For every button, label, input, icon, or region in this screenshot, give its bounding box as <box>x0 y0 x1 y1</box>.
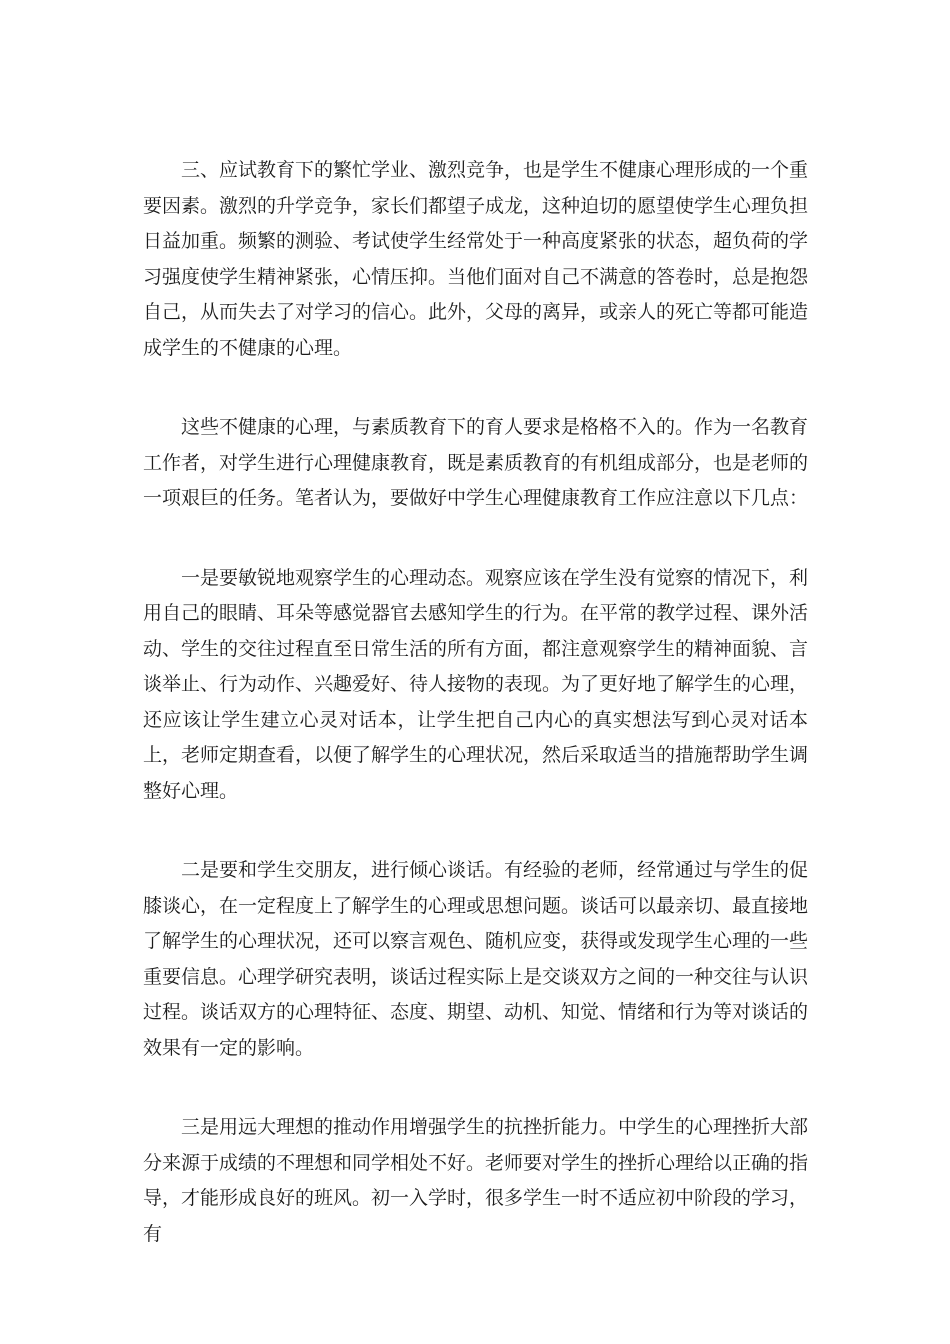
paragraph-frustration-resilience: 三是用远大理想的推动作用增强学生的抗挫折能力。中学生的心理挫折大部分来源于成绩的不理想和同学相处不好。老师要对学生的挫折心理给以正确的指导，才能形成良好的班风。初一入学时，很多学生一时不适应初中阶段的学习，有 <box>143 1116 809 1245</box>
paragraph-observe-students: 一是要敏锐地观察学生的心理动态。观察应该在学生没有觉察的情况下，利用自己的眼睛、耳朵等感觉器官去感知学生的行为。在平常的教学过程、课外活动、学生的交往过程直至日常生活的所有方面，都注意观察学生的精神面貌、言谈举止、行为动作、兴趣爱好、待人接物的表现。为了更好地了解学生的心理，还应该让学生建立心灵对话本，让学生把自己内心的真实想法写到心灵对话本上，老师定期查看，以便了解学生的心理状况，然后采取适当的措施帮助学生调整好心理。 <box>143 566 809 802</box>
document-body <box>143 153 808 1252</box>
paragraph-quality-education: 这些不健康的心理，与素质教育下的育人要求是格格不入的。作为一名教育工作者，对学生进行心理健康教育，既是素质教育的有机组成部分，也是老师的一项艰巨的任务。笔者认为，要做好中学生心理健康教育工作应注意以下几点： <box>143 416 809 509</box>
paragraph-exam-pressure: 三、应试教育下的繁忙学业、激烈竞争，也是学生不健康心理形成的一个重要因素。激烈的升学竞争，家长们都望子成龙，这种迫切的愿望使学生心理负担日益加重。频繁的测验、考试使学生经常处于一种高度紧张的状态，超负荷的学习强度使学生精神紧张，心情压抑。当他们面对自己不满意的答卷时，总是抱怨自己，从而失去了对学习的信心。此外，父母的离异，或亲人的死亡等都可能造成学生的不健康的心理。 <box>143 159 809 359</box>
paragraph-heart-to-heart-talk: 二是要和学生交朋友，进行倾心谈话。有经验的老师，经常通过与学生的促膝谈心，在一定程度上了解学生的心理或思想问题。谈话可以最亲切、最直接地了解学生的心理状况，还可以察言观色、随机应变，获得或发现学生心理的一些重要信息。心理学研究表明，谈话过程实际上是交谈双方之间的一种交往与认识过程。谈话双方的心理特征、态度、期望、动机、知觉、情绪和行为等对谈话的效果有一定的影响。 <box>143 859 809 1059</box>
